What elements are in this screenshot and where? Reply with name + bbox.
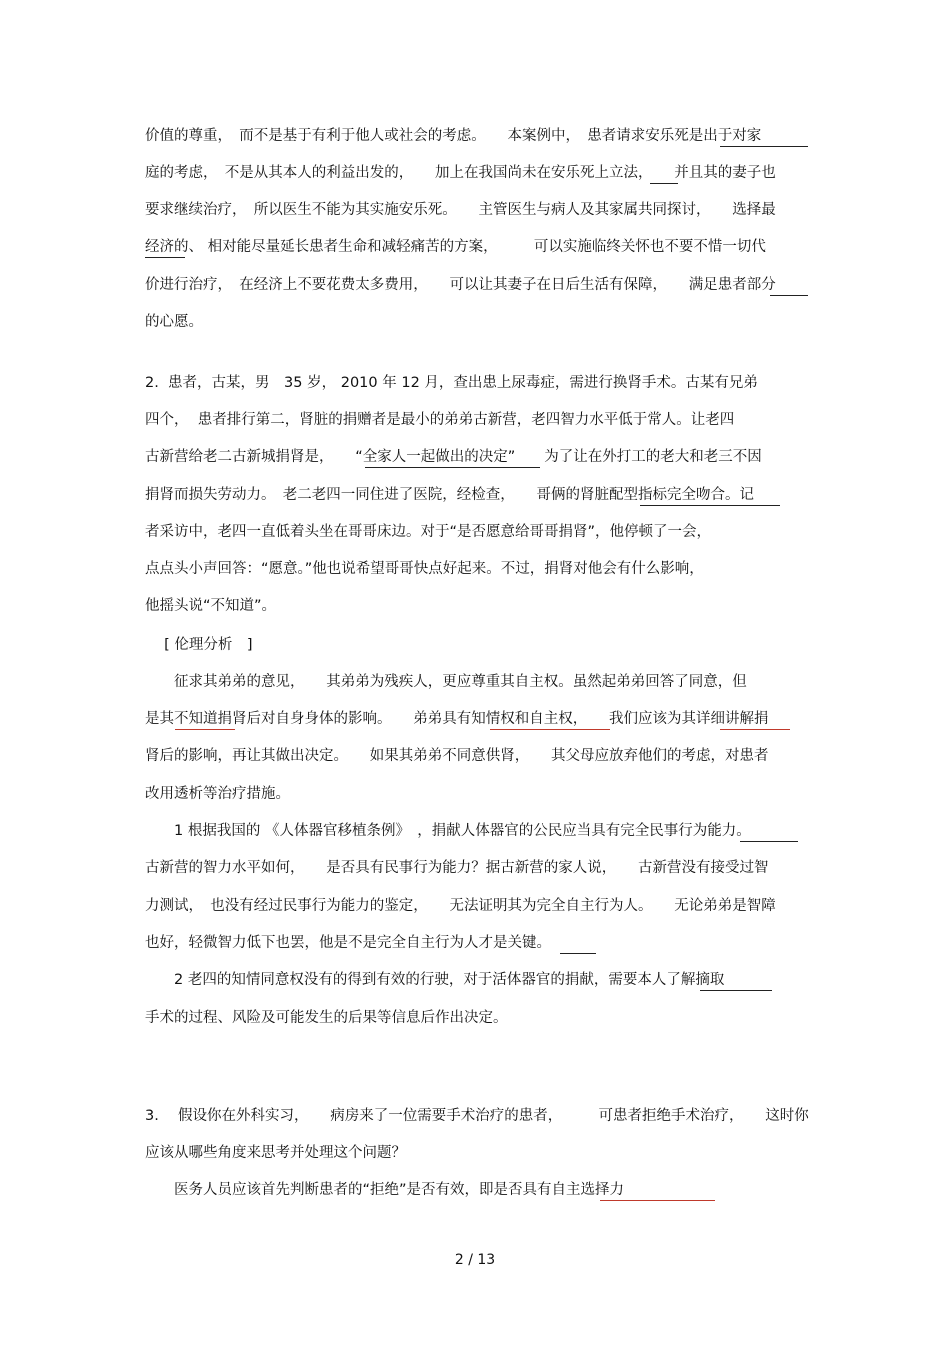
underline-mark: [640, 505, 780, 506]
text-line: 1 根据我国的 《人体器官移植条例》 ，捐献人体器官的公民应当具有完全民事行为能力。: [145, 823, 751, 839]
page-footer: [0, 1252, 950, 1268]
section-heading: [ 伦理分析 ]: [145, 637, 253, 653]
page-number: 2: [454, 1252, 464, 1268]
underline-mark: [720, 729, 790, 730]
underline-mark: [490, 729, 610, 730]
underline-mark: [175, 729, 235, 730]
text-line: 要求继续治疗， 所以医生不能为其实施安乐死。 主管医生与病人及其家属共同探讨， 选择最: [145, 202, 776, 218]
text-line: 肾后的影响，再让其做出决定。 如果其弟弟不同意供肾， 其父母应放弃他们的考虑，对患者: [145, 748, 769, 764]
text-line: 庭的考虑， 不是从其本人的利益出发的， 加上在我国尚未在安乐死上立法， 并且其的妻子也: [145, 165, 776, 181]
text-line: 手术的过程、风险及可能发生的后果等信息后作出决定。: [145, 1010, 508, 1026]
underline-mark: [365, 467, 540, 468]
text-line: 价进行治疗， 在经济上不要花费太多费用， 可以让其妻子在日后生活有保障， 满足患者部分: [145, 277, 776, 293]
text-line: 他摇头说“不知道”。: [145, 598, 277, 614]
text-line: 四个， 患者排行第二，肾脏的捐赠者是最小的弟弟古新营，老四智力水平低于常人。让老四: [145, 412, 735, 428]
text-line: 是其不知道捐肾后对自身身体的影响。 弟弟具有知情权和自主权， 我们应该为其详细讲解捐: [145, 711, 769, 727]
text-line: 2. 患者，古某，男 35 岁， 2010 年 12 月，查出患上尿毒症，需进行换肾手术。古某有兄弟: [145, 375, 758, 391]
text-line: 古新营给老二古新城捐肾是， “全家人一起做出的决定” 为了让在外打工的老大和老三不因: [145, 449, 762, 465]
text-line: 的心愿。: [145, 314, 203, 330]
text-line: 力测试， 也没有经过民事行为能力的鉴定， 无法证明其为完全自主行为人。 无论弟弟是智障: [145, 898, 776, 914]
underline-mark: [560, 953, 596, 954]
text-line: 价值的尊重， 而不是基于有利于他人或社会的考虑。 本案例中， 患者请求安乐死是出于对家: [145, 128, 762, 144]
text-line: 改用透析等治疗措施。: [145, 786, 290, 802]
text-line: 征求其弟弟的意见， 其弟弟为残疾人，更应尊重其自主权。虽然起弟弟回答了同意，但: [145, 674, 747, 690]
underline-mark: [740, 841, 798, 842]
text-line: 也好，轻微智力低下也罢，他是不是完全自主行为人才是关键。: [145, 935, 551, 951]
underline-mark: [145, 257, 185, 258]
underline-mark: [770, 295, 808, 296]
underline-mark: [700, 990, 772, 991]
text-line: 古新营的智力水平如何， 是否具有民事行为能力？据古新营的家人说， 古新营没有接受过智: [145, 860, 769, 876]
text-line: 2 老四的知情同意权没有的得到有效的行驶，对于活体器官的捐献，需要本人了解摘取: [145, 972, 725, 988]
underline-mark: [720, 146, 808, 147]
text-line: 者采访中，老四一直低着头坐在哥哥床边。对于“是否愿意给哥哥捐肾”，他停顿了一会，: [145, 524, 712, 540]
underline-mark: [650, 183, 678, 184]
underline-mark: [600, 1200, 715, 1201]
text-line: 3. 假设你在外科实习， 病房来了一位需要手术治疗的患者， 可患者拒绝手术治疗， 这时你: [145, 1108, 809, 1124]
text-line: 经济的、 相对能尽量延长患者生命和减轻痛苦的方案， 可以实施临终关怀也不要不惜一切代: [145, 239, 766, 255]
page-separator: /: [468, 1252, 473, 1268]
text-line: 医务人员应该首先判断患者的“拒绝”是否有效，即是否具有自主选择力: [145, 1182, 625, 1198]
text-line: 点点头小声回答：“愿意。”他也说希望哥哥快点好起来。不过，捐肾对他会有什么影响，: [145, 561, 704, 577]
page-total: 13: [477, 1252, 496, 1268]
text-line: 应该从哪些角度来思考并处理这个问题？: [145, 1145, 406, 1161]
text-line: 捐肾而损失劳动力。 老二老四一同住进了医院，经检查， 哥俩的肾脏配型指标完全吻合。记: [145, 487, 754, 503]
